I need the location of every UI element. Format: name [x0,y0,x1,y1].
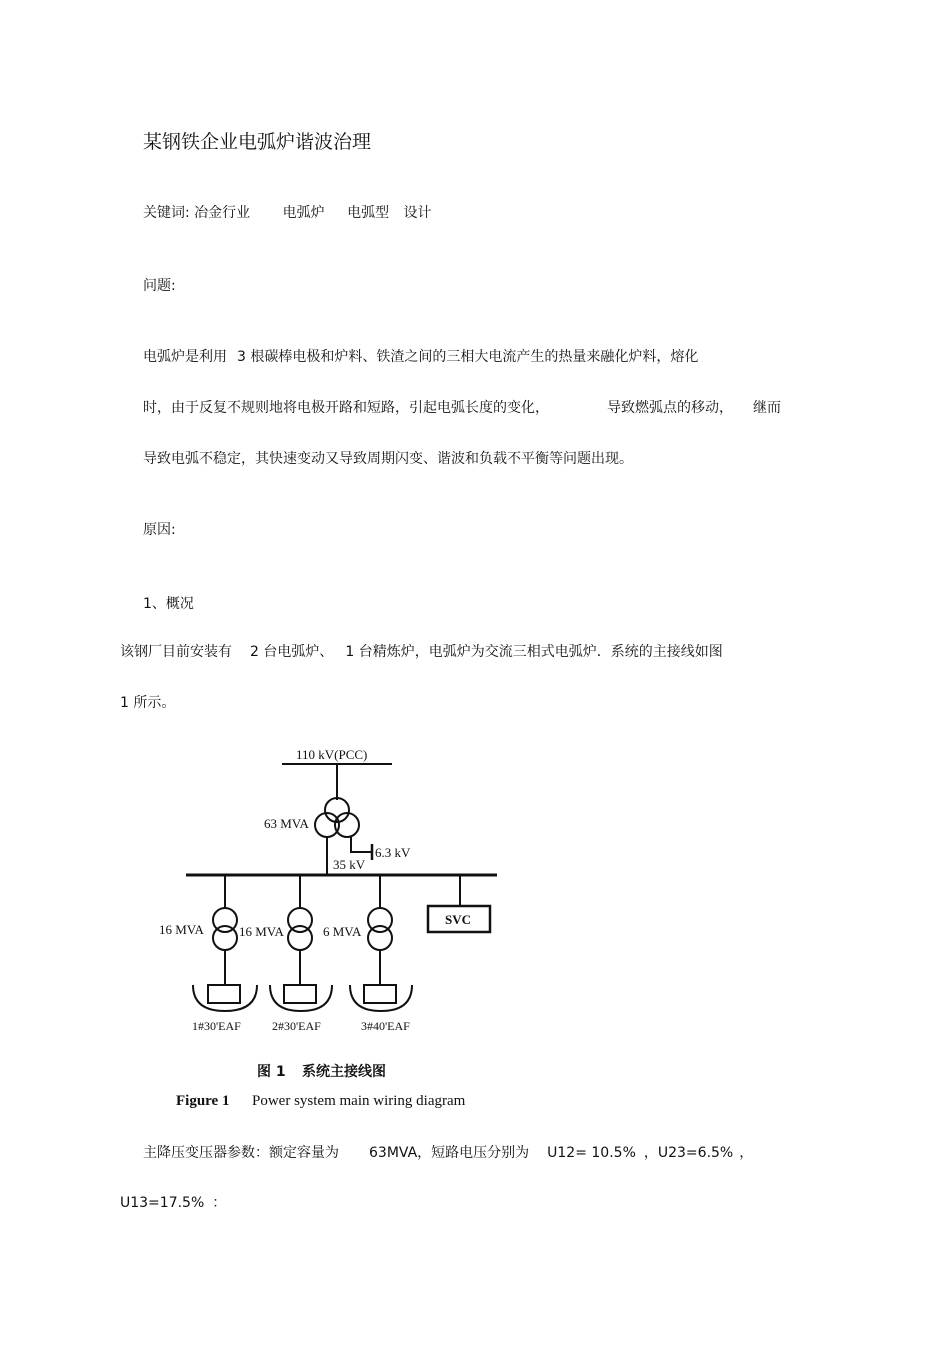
keyword-item: 设计 [403,205,432,221]
text-segment: 1 台精炼炉，电弧炉为交流三相式电弧炉．系统的主接线如图 [345,644,723,660]
bus-label: 35 kV [333,857,366,872]
text-segment: 导致电弧不稳定，其快速变动又导致周期闪变、谐波和负载不平衡等问题出现。 [143,451,633,467]
branch-transformer-label: 6 MVA [323,924,362,939]
problem-heading: 问题: [143,278,176,294]
text-segment: 该钢厂目前安装有 [120,644,232,660]
furnace-1-vessel [193,985,257,1011]
text-segment: 时，由于反复不规则地将电极开路和短路，引起电弧长度的变化， [143,400,549,416]
furnace-1-electrode [208,985,240,1003]
text-segment: 主降压变压器参数：额定容量为 [143,1145,339,1161]
furnace-label: 2#30'EAF [272,1019,321,1033]
figure-caption-en: Power system main wiring diagram [252,1093,466,1109]
furnace-3-electrode [364,985,396,1003]
branch-transformer-3-lower [368,926,392,950]
section-heading: 1、概况 [143,596,194,612]
text-segment: U13=17.5% [120,1195,205,1211]
keyword-item: 冶金行业 [194,205,251,221]
text-segment: 1 所示。 [120,695,176,711]
furnace-2-vessel [270,985,332,1011]
text-segment: ， [739,1145,754,1161]
text-segment: 63MVA，短路电压分别为 [369,1145,530,1161]
text-segment: ，U23=6.5% [643,1145,734,1161]
text-segment: 继而 [753,400,781,416]
cause-heading: 原因: [143,522,176,538]
main-transformer-label: 63 MVA [264,816,309,831]
text-segment: 电弧炉是利用 [143,349,227,365]
furnace-2-electrode [284,985,316,1003]
branch-transformer-label: 16 MVA [159,922,204,937]
text-segment: 3 根碳棒电极和炉料、铁渣之间的三相大电流产生的热量来融化炉料，熔化 [237,349,699,365]
text-segment: U12= 10.5% [547,1145,636,1161]
keywords-label: 关键词: [143,205,190,221]
furnace-label: 1#30'EAF [192,1019,241,1033]
furnace-label: 3#40'EAF [361,1019,410,1033]
parameter-line [143,1145,753,1161]
document-title: 某钢铁企业电弧炉谐波治理 [143,131,372,153]
text-segment: 导致燃弧点的移动， [607,400,733,416]
keyword-item: 电弧型 [347,205,390,221]
parameter-line [120,1195,226,1211]
branch-transformer-2-lower [288,926,312,950]
svc-label: SVC [445,912,472,927]
figure-caption-cn-number: 图 1 [257,1064,286,1080]
pcc-label: 110 kV(PCC) [296,747,368,762]
figure-caption-cn: 系统主接线图 [302,1064,386,1080]
figure-caption-en-number: Figure 1 [176,1093,230,1109]
text-segment: ： [212,1195,227,1211]
keyword-item: 电弧炉 [282,205,325,221]
branch-transformer-1-lower [213,926,237,950]
branch-transformer-label: 16 MVA [239,924,284,939]
furnace-3-vessel [350,985,412,1011]
text-segment: 2 台电弧炉、 [250,644,334,660]
tertiary-label: 6.3 kV [375,845,411,860]
tertiary-winding-line [351,836,372,852]
